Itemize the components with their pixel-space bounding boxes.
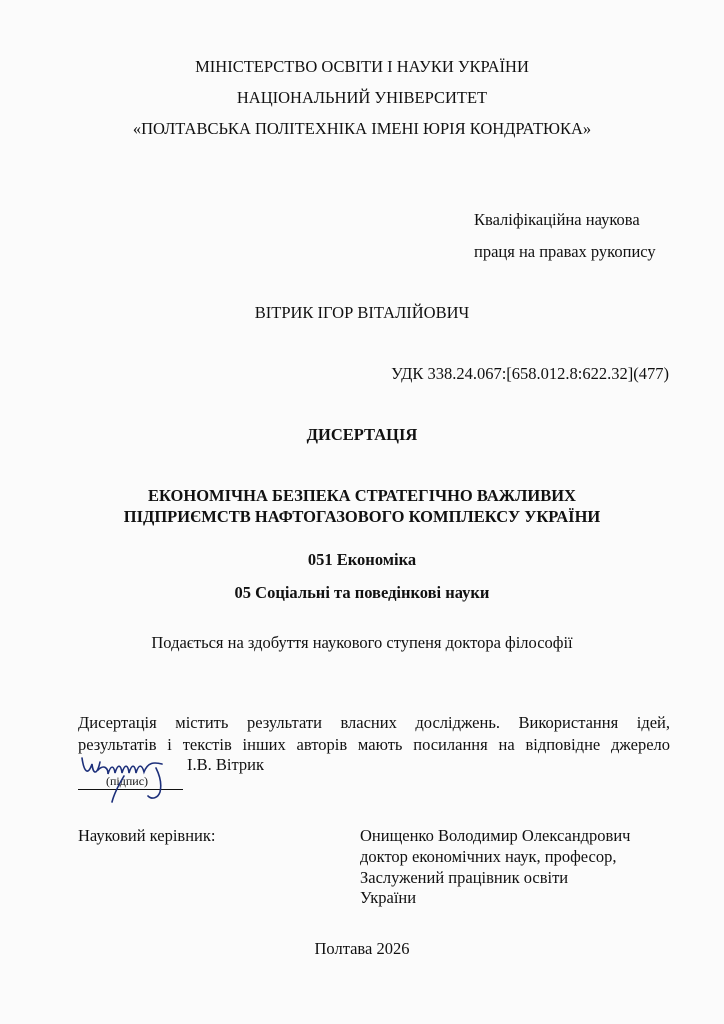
author-full-name: ВІТРИК ІГОР ВІТАЛІЙОВИЧ (254, 303, 470, 322)
udc-code: УДК 338.24.067:[658.012.8:622.32](477) (391, 364, 669, 383)
specialty: 051 Економіка (307, 550, 417, 569)
field-of-knowledge: 05 Соціальні та поведінкові науки (234, 583, 490, 602)
ministry-heading: МІНІСТЕРСТВО ОСВІТИ І НАУКИ УКРАЇНИ (195, 57, 529, 76)
handwritten-signature (78, 750, 178, 810)
degree-statement: Подається на здобуття наукового ступеня доктора філософії (151, 633, 573, 652)
supervisor-degree: доктор економічних наук, професор, (360, 847, 617, 866)
document-type: ДИСЕРТАЦІЯ (306, 425, 418, 444)
declaration-line2: результатів і текстів інших авторів мають посилання на відповідне джерело (78, 735, 670, 754)
signature-label: (підпис) (106, 774, 149, 788)
title-line2: ПІДПРИЄМСТВ НАФТОГАЗОВОГО КОМПЛЕКСУ УКРАЇНИ (123, 507, 601, 526)
manuscript-note-line1: Кваліфікаційна наукова (474, 210, 640, 229)
supervisor-name: Онищенко Володимир Олександрович (360, 826, 631, 845)
title-line1: ЕКОНОМІЧНА БЕЗПЕКА СТРАТЕГІЧНО ВАЖЛИВИХ (148, 486, 576, 505)
manuscript-note-line2: праця на правах рукопису (474, 242, 656, 261)
author-short-name: І.В. Вітрик (187, 755, 264, 774)
supervisor-title-line2: України (360, 888, 417, 907)
supervisor-label: Науковий керівник: (78, 826, 216, 845)
declaration-line1: Дисертація містить результати власних досліджень. Використання ідей, (78, 713, 670, 732)
place-and-year: Полтава 2026 (314, 939, 410, 958)
supervisor-title-line1: Заслужений працівник освіти (360, 868, 569, 887)
university-heading: НАЦІОНАЛЬНИЙ УНІВЕРСИТЕТ (236, 88, 488, 107)
university-name: «ПОЛТАВСЬКА ПОЛІТЕХНІКА ІМЕНІ ЮРІЯ КОНДРАТЮКА» (132, 119, 592, 138)
